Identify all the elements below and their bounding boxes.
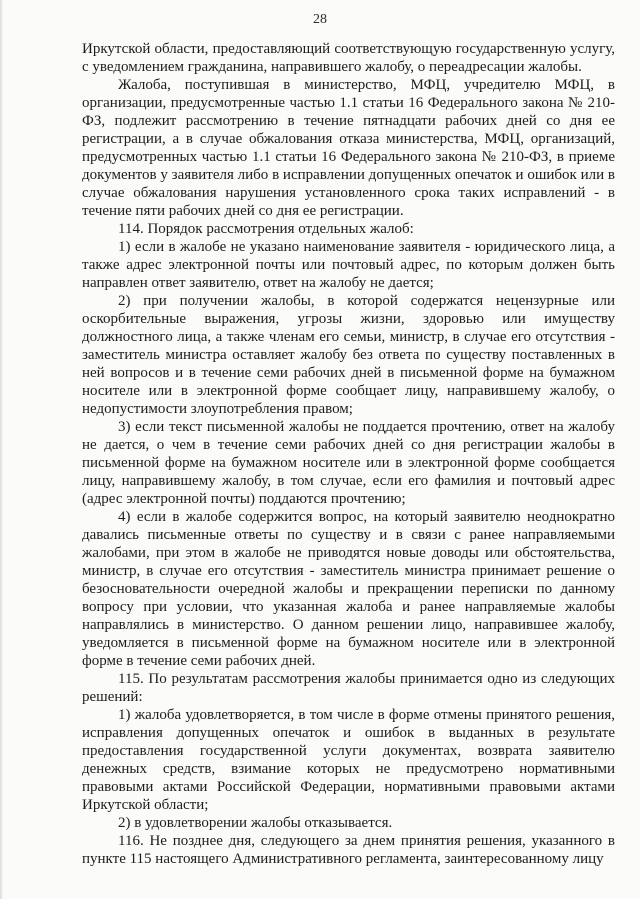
- page-number: 28: [313, 12, 327, 27]
- paragraph-114-heading: 114. Порядок рассмотрения отдельных жалоб:: [118, 221, 414, 237]
- paragraph-114-item-3: 3) если текст письменной жалобы не поддается прочтению, ответ на жалобу не дается, о чем в течение семи рабочих дней со дня регистрации жалобы в письменной форме на бумажном носителе или в электронной форме сообщается лицу, направившему жалобу, в том случае, если его фамилия и почтовый адрес (адрес электронной почты) поддаются прочтению;: [82, 419, 615, 507]
- paragraph-115-item-1: 1) жалоба удовлетворяется, в том числе в форме отмены принятого решения, исправления допущенных опечаток и ошибок в выданных в результате предоставления государственной услуги документах, возврата заявителю денежных средств, взимание которых не предусмотрено нормативными правовыми актами Российской Федерации, нормативными правовыми актами Иркутской области;: [82, 707, 615, 813]
- paragraph-complaint-terms: Жалоба, поступившая в министерство, МФЦ, учредителю МФЦ, в организации, предусмотренные частью 1.1 статьи 16 Федерального закона № 210-ФЗ, подлежит рассмотрению в течение пятнадцати рабочих дней со дня ее регистрации, а в случае обжалования отказа министерства, МФЦ, организаций, предусмотренных частью 1.1 статьи 16 Федерального закона № 210-ФЗ, в приеме документов у заявителя либо в исправлении допущенных опечаток и ошибок или в случае обжалования нарушения установленного срока таких исправлений - в течение пяти рабочих дней со дня ее регистрации.: [82, 77, 615, 219]
- body-text: [82, 40, 615, 868]
- paragraph-115-heading: 115. По результатам рассмотрения жалобы принимается одно из следующих решений:: [82, 671, 615, 705]
- paragraph-114-item-2: 2) при получении жалобы, в которой содержатся нецензурные или оскорбительные выражения, угрозы жизни, здоровью или имуществу должностного лица, а также членам его семьи, министр, в случае его отсутствия - заместитель министра оставляет жалобу без ответа по существу поставленных в ней вопросов и в течение семи рабочих дней в письменной форме на бумажном носителе или в электронной форме сообщает лицу, направившему жалобу, о недопустимости злоупотребления правом;: [82, 293, 615, 417]
- paragraph-116: 116. Не позднее дня, следующего за днем принятия решения, указанного в пункте 115 настоящего Административного регламента, заинтересованному лицу: [82, 833, 615, 867]
- paragraph-115-item-2: 2) в удовлетворении жалобы отказывается.: [118, 815, 393, 831]
- scan-edge-shadow: [0, 0, 3, 899]
- paragraph-114-item-4: 4) если в жалобе содержится вопрос, на который заявителю неоднократно давались письменные ответы по существу и в связи с ранее направляемыми жалобами, при этом в жалобе не приводятся новые доводы или обстоятельства, министр, в случае его отсутствия - заместитель министра принимает решение о безосновательности очередной жалобы и прекращении переписки по данному вопросу при условии, что указанная жалоба и ранее направляемые жалобы направлялись в министерство. О данном решении лицо, направившее жалобу, уведомляется в письменной форме на бумажном носителе или в электронной форме в течение семи рабочих дней.: [82, 509, 615, 669]
- paragraph-114-item-1: 1) если в жалобе не указано наименование заявителя - юридического лица, а также адрес электронной почты или почтовый адрес, по которым должен быть направлен ответ заявителю, ответ на жалобу не дается;: [82, 239, 615, 291]
- paragraph-continuation: Иркутской области, предоставляющий соответствующую государственную услугу, с уведомлением гражданина, направившего жалобу, о переадресации жалобы.: [82, 41, 615, 75]
